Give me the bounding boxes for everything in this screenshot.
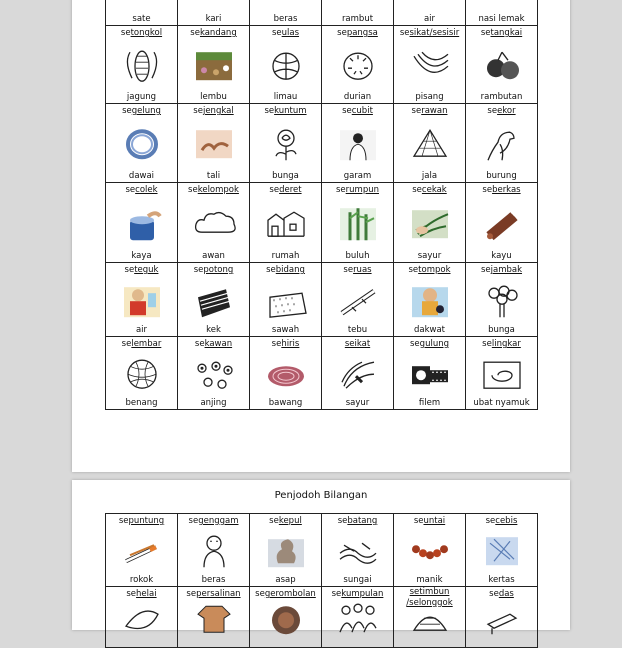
page-heading: Penjodoh Bilangan <box>274 490 368 501</box>
group-icon <box>336 600 380 640</box>
classifier-label <box>322 28 393 38</box>
wire-coil-icon <box>120 126 164 166</box>
noun-label: jagung <box>126 92 157 102</box>
classifier-word: deret <box>279 185 302 195</box>
noun-label: air <box>423 14 436 24</box>
wood-bundle-icon <box>480 206 524 246</box>
noun-label: sayur <box>345 398 370 408</box>
classifier-word: lingkar <box>491 339 521 349</box>
clothes-icon <box>192 600 236 640</box>
classifier-label <box>250 28 321 38</box>
classifier-label <box>322 185 393 195</box>
classifier-prefix: se <box>489 589 499 599</box>
noun-label: kayu <box>491 251 512 261</box>
classifier-cell <box>106 263 178 337</box>
classifier-word: pangsa <box>346 28 378 38</box>
classifier-prefix: se <box>271 28 282 38</box>
vegetable-tied-icon <box>336 356 380 396</box>
noun-label: bunga <box>488 325 515 335</box>
classifier-cell <box>106 183 178 263</box>
classifier-word: kawan <box>204 339 233 349</box>
noun-label: awan <box>202 251 225 261</box>
classifier-prefix: se <box>482 339 492 349</box>
classifier-cell <box>394 104 466 183</box>
classifier-word: gelung <box>131 106 161 116</box>
classifier-prefix: se <box>482 185 493 195</box>
classifier-cell <box>466 587 538 648</box>
classifier-prefix: se <box>190 28 200 38</box>
classifier-cell <box>466 514 538 587</box>
classifier-cell <box>322 104 394 183</box>
noun-label: benang <box>125 398 158 408</box>
classifier-prefix: se <box>412 185 422 195</box>
classifier-word: teguk <box>134 265 159 275</box>
classifier-label <box>466 185 537 195</box>
noun-label: bunga <box>272 171 299 181</box>
noun-label: anjing <box>200 398 227 408</box>
classifier-cell <box>466 263 538 337</box>
classifier-word: rumpun <box>345 185 379 195</box>
yarn-ball-icon <box>120 356 164 396</box>
houses-icon <box>264 206 308 246</box>
bead-string-icon <box>408 533 452 573</box>
classifier-label <box>466 339 537 349</box>
classifier-cell <box>322 183 394 263</box>
noun-label: limau <box>273 92 298 102</box>
classifier-prefix: se <box>485 516 496 526</box>
classifier-word: ekor <box>497 106 516 116</box>
classifier-prefix: se <box>337 516 348 526</box>
classifier-label <box>394 106 465 116</box>
classifier-word: jambak <box>490 265 523 275</box>
classifier-word: sikat/sesisir <box>409 28 460 38</box>
document-page-2 <box>72 480 570 630</box>
ink-stain-icon <box>408 283 452 323</box>
vegetable-bunch-icon <box>408 206 452 246</box>
noun-label: rumah <box>271 251 300 261</box>
noun-label: tebu <box>347 325 368 335</box>
rose-icon <box>264 126 308 166</box>
classifier-prefix: se <box>125 185 136 195</box>
classifier-cell <box>322 587 394 648</box>
classifier-word: cekak <box>421 185 447 195</box>
table-row <box>106 337 538 410</box>
classifier-word: helai <box>136 589 157 599</box>
classifier-word: kepul <box>278 516 302 526</box>
classifier-word: kandang <box>199 28 237 38</box>
classifier-word: ruas <box>353 265 372 275</box>
classifier-cell <box>466 337 538 410</box>
classifier-word: kumpulan <box>341 589 384 599</box>
classifier-cell <box>394 0 466 26</box>
classifier-word: batang <box>347 516 378 526</box>
classifier-word: gerombolan <box>264 589 316 599</box>
classifier-prefix: se <box>188 185 198 195</box>
classifier-cell <box>178 0 250 26</box>
classifier-cell <box>394 587 466 648</box>
cake-slice-icon <box>192 283 236 323</box>
noun-label: kari <box>205 14 222 24</box>
classifier-prefix: se <box>266 265 276 275</box>
noun-label: sate <box>132 14 151 24</box>
classifier-cell <box>250 104 322 183</box>
noun-label: ubat nyamuk <box>473 398 530 408</box>
noun-label: jala <box>421 171 438 181</box>
classifier-prefix: se <box>410 339 420 349</box>
classifier-label <box>106 265 177 275</box>
classifier-cell <box>106 587 178 648</box>
classifier-prefix: se <box>331 589 342 599</box>
classifier-label <box>394 339 465 349</box>
classifier-cell <box>394 337 466 410</box>
classifier-word: kelompok <box>197 185 239 195</box>
classifier-prefix: se <box>343 265 354 275</box>
classifier-cell <box>250 587 322 648</box>
classifier-word: potong <box>203 265 234 275</box>
classifier-label <box>322 516 393 526</box>
classifier-prefix: se <box>269 516 279 526</box>
classifier-cell <box>250 0 322 26</box>
classifier-prefix: se <box>120 28 131 38</box>
classifier-cell <box>322 514 394 587</box>
cigarette-icon <box>120 533 164 573</box>
noun-label: sayur <box>417 251 442 261</box>
noun-label: dawai <box>128 171 155 181</box>
classifier-prefix: se <box>335 185 346 195</box>
river-icon <box>336 533 380 573</box>
classifier-word: lembar <box>131 339 162 349</box>
cloud-icon <box>192 206 236 246</box>
bird-icon <box>480 126 524 166</box>
drinking-boy-icon <box>120 283 164 323</box>
classifier-label <box>178 28 249 38</box>
classifier-prefix: se <box>255 589 265 599</box>
orange-icon <box>264 48 308 88</box>
classifier-cell <box>106 104 178 183</box>
classifier-label <box>394 28 465 38</box>
classifier-cell <box>394 26 466 104</box>
classifier-cell <box>250 337 322 410</box>
classifier-cell <box>178 514 250 587</box>
classifier-prefix: se <box>118 516 129 526</box>
table-row <box>106 263 538 337</box>
classifier-prefix: se <box>337 28 347 38</box>
noun-label: nasi lemak <box>478 14 525 24</box>
noun-label: asap <box>275 575 296 585</box>
classifier-label <box>106 106 177 116</box>
classifier-prefix: se <box>126 589 137 599</box>
flower-bunch-icon <box>480 283 524 323</box>
classifier-prefix: se <box>193 265 204 275</box>
classifier-word: hiris <box>281 339 300 349</box>
leaf-icon <box>120 600 164 640</box>
classifier-word: colek <box>135 185 158 195</box>
classifier-word: persalinan <box>196 589 241 599</box>
noun-label: manik <box>416 575 443 585</box>
classifier-prefix: se <box>399 28 410 38</box>
classifier-label <box>466 28 537 38</box>
classifier-label <box>466 516 537 526</box>
gang-icon <box>264 600 308 640</box>
classifier-prefix: se <box>480 265 491 275</box>
sugarcane-icon <box>336 283 380 323</box>
classifier-label <box>322 265 393 275</box>
noun-label: tali <box>206 171 221 181</box>
classifier-word: setimbun /selonggok <box>406 587 453 608</box>
classifier-table-2 <box>105 513 538 648</box>
classifier-label <box>250 589 321 599</box>
classifier-prefix: se <box>264 106 275 116</box>
table-row <box>106 183 538 263</box>
classifier-word: berkas <box>492 185 521 195</box>
classifier-cell <box>178 263 250 337</box>
classifier-label <box>466 106 537 116</box>
classifier-word: tompok <box>418 265 451 275</box>
hand-span-icon <box>192 126 236 166</box>
noun-label: durian <box>343 92 372 102</box>
table-row <box>106 0 538 26</box>
classifier-label <box>394 185 465 195</box>
dogs-icon <box>192 356 236 396</box>
onion-slice-icon <box>264 356 308 396</box>
noun-label: lembu <box>200 92 227 102</box>
fist-rice-icon <box>192 533 236 573</box>
classifier-label <box>250 106 321 116</box>
classifier-prefix: se <box>121 339 132 349</box>
classifier-label <box>106 28 177 38</box>
classifier-word: rawan <box>421 106 448 116</box>
classifier-prefix: se <box>186 589 197 599</box>
classifier-cell <box>106 0 178 26</box>
classifier-prefix: se <box>411 106 422 116</box>
noun-label: bawang <box>268 398 303 408</box>
classifier-cell <box>394 263 466 337</box>
classifier-label <box>466 265 537 275</box>
noun-label: dakwat <box>413 325 446 335</box>
classifier-word: kuntum <box>274 106 307 116</box>
noun-label: rokok <box>129 575 154 585</box>
classifier-word: bidang <box>275 265 305 275</box>
jar-icon <box>120 206 164 246</box>
classifier-word: das <box>498 589 514 599</box>
classifier-word: tangkai <box>490 28 523 38</box>
noun-label: garam <box>343 171 372 181</box>
classifier-cell <box>106 26 178 104</box>
noun-label: beras <box>201 575 226 585</box>
rambutan-icon <box>480 48 524 88</box>
classifier-cell <box>466 0 538 26</box>
noun-label: buluh <box>345 251 370 261</box>
classifier-label <box>250 516 321 526</box>
cow-pen-icon <box>192 48 236 88</box>
classifier-word: jengkal <box>202 106 234 116</box>
classifier-label <box>394 516 465 526</box>
classifier-cell <box>466 104 538 183</box>
noun-label: kaya <box>131 251 152 261</box>
noun-label: kertas <box>488 575 515 585</box>
classifier-cell <box>178 337 250 410</box>
classifier-prefix: se <box>122 106 132 116</box>
noun-label: rambut <box>341 14 374 24</box>
classifier-cell <box>178 587 250 648</box>
table-row <box>106 26 538 104</box>
classifier-cell <box>250 183 322 263</box>
corn-icon <box>120 48 164 88</box>
classifier-cell <box>178 183 250 263</box>
classifier-table-1 <box>105 0 538 410</box>
classifier-cell <box>106 514 178 587</box>
classifier-label <box>322 106 393 116</box>
noun-label: filem <box>418 398 441 408</box>
classifier-prefix: se <box>193 106 203 116</box>
classifier-cell <box>250 514 322 587</box>
classifier-prefix: se <box>194 339 205 349</box>
classifier-word: puntung <box>128 516 165 526</box>
classifier-label <box>322 339 393 349</box>
classifier-prefix: se <box>271 339 282 349</box>
noun-label: air <box>135 325 148 335</box>
classifier-cell <box>178 26 250 104</box>
classifier-prefix: se <box>408 265 419 275</box>
document-page-1 <box>72 0 570 472</box>
classifier-word: genggam <box>198 516 239 526</box>
classifier-label <box>178 185 249 195</box>
classifier-label <box>178 339 249 349</box>
pile-icon <box>408 600 452 640</box>
noun-label: sawah <box>271 325 300 335</box>
noun-label: sungai <box>343 575 372 585</box>
classifier-prefix: se <box>188 516 199 526</box>
bamboo-icon <box>336 206 380 246</box>
classifier-label <box>394 265 465 275</box>
classifier-cell <box>394 183 466 263</box>
table-row <box>106 514 538 587</box>
noun-label: rambutan <box>480 92 523 102</box>
classifier-label <box>178 589 249 599</box>
pinch-salt-icon <box>336 126 380 166</box>
classifier-prefix: se <box>342 106 352 116</box>
classifier-cell <box>466 183 538 263</box>
table-row <box>106 104 538 183</box>
classifier-label <box>250 185 321 195</box>
classifier-word: gulung <box>419 339 449 349</box>
durian-icon <box>336 48 380 88</box>
classifier-label <box>178 516 249 526</box>
noun-label: burung <box>486 171 517 181</box>
classifier-label <box>106 516 177 526</box>
classifier-cell <box>322 263 394 337</box>
classifier-label <box>178 265 249 275</box>
noun-label: pisang <box>415 92 444 102</box>
classifier-label <box>106 339 177 349</box>
classifier-prefix: se <box>124 265 135 275</box>
classifier-word: tongkol <box>130 28 163 38</box>
classifier-cell <box>178 104 250 183</box>
classifier-cell <box>106 337 178 410</box>
classifier-cell <box>322 26 394 104</box>
classifier-cell <box>322 0 394 26</box>
classifier-prefix: se <box>480 28 491 38</box>
classifier-prefix: se <box>413 516 424 526</box>
classifier-cell <box>250 263 322 337</box>
noun-label: beras <box>273 14 298 24</box>
table-row <box>106 587 538 648</box>
paper-scrap-icon <box>480 533 524 573</box>
classifier-label <box>106 589 177 599</box>
classifier-label <box>250 265 321 275</box>
classifier-label <box>466 589 537 599</box>
gunshot-icon <box>480 600 524 640</box>
classifier-cell <box>394 514 466 587</box>
film-roll-icon <box>408 356 452 396</box>
classifier-label <box>178 106 249 116</box>
classifier-prefix: se <box>487 106 498 116</box>
classifier-label <box>250 339 321 349</box>
classifier-prefix: se <box>269 185 280 195</box>
classifier-word: seikat <box>344 339 371 349</box>
classifier-word: cebis <box>495 516 518 526</box>
classifier-cell <box>466 26 538 104</box>
mosquito-coil-icon <box>480 356 524 396</box>
classifier-cell <box>250 26 322 104</box>
banana-icon <box>408 48 452 88</box>
noun-label: kek <box>206 325 221 335</box>
classifier-label <box>322 589 393 599</box>
classifier-word: untai <box>423 516 446 526</box>
classifier-label <box>106 185 177 195</box>
smoke-icon <box>264 533 308 573</box>
classifier-word: ulas <box>281 28 300 38</box>
paddy-field-icon <box>264 283 308 323</box>
classifier-word: cubit <box>351 106 373 116</box>
classifier-cell <box>322 337 394 410</box>
net-icon <box>408 126 452 166</box>
